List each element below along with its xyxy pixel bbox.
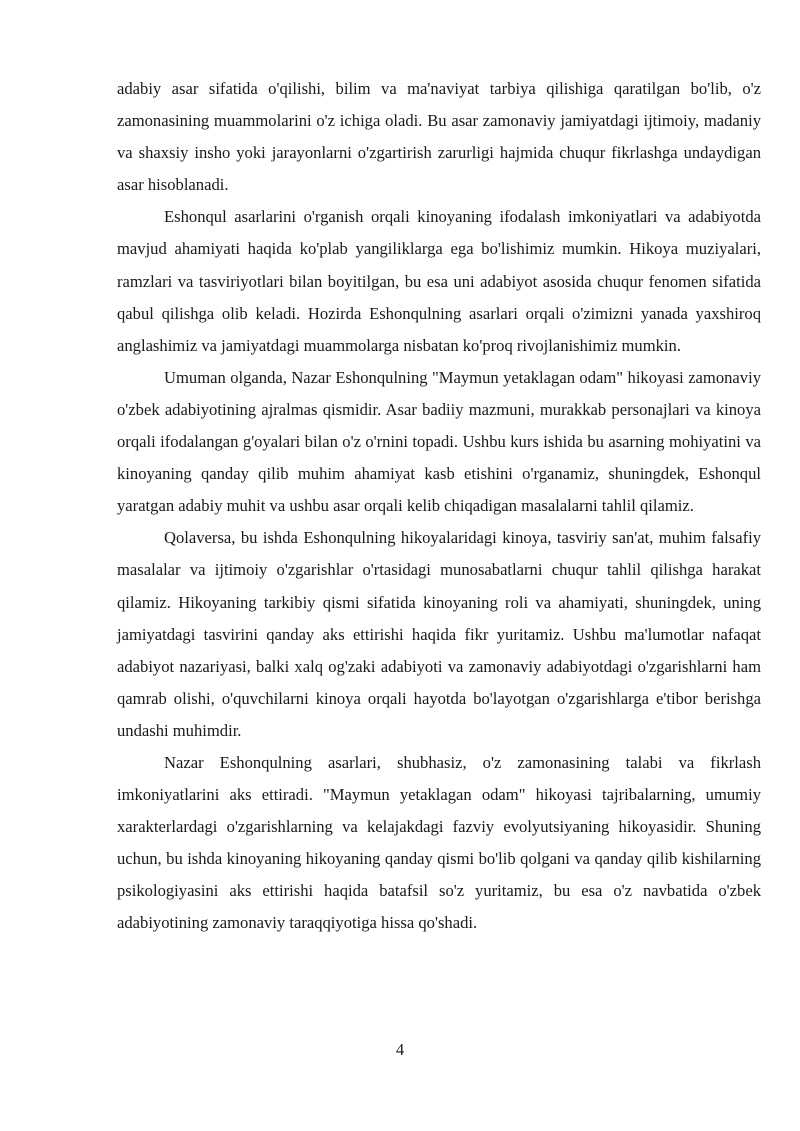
paragraph-conclusion: Nazar Eshonqulning asarlari, shubhasiz, o'z zamonasining talabi va fikrlash imkoniyatlarini aks ettiradi. "Maymun yetaklagan odam" hikoyasi tajribalarning, umumiy xarakterlardagi o'zgarishlarning va kelajakdagi fazviy evolyutsiyaning hikoyasidir. Shuning uchun, bu ishda kinoyaning hikoyaning qanday qismi bo'lib qolgani va qanday qilib kishilarning psikologiyasini aks ettirishi haqida batafsil so'z yuritamiz, bu esa o'z navbatida o'zbek adabiyotining zamonaviy taraqqiyotiga hissa qo'shadi. xyxy=(117,752,761,933)
page-number: 4 xyxy=(395,1040,405,1059)
paragraph-continued: adabiy asar sifatida o'qilishi, bilim va ma'naviyat tarbiya qilishiga qaratilgan bo'lib, o'z zamonasining muammolarini o'z ichiga oladi. Bu asar zamonaviy jamiyatdagi ijtimoiy, madaniy va shaxsiy insho yoki jarayonlarni o'zgartirish zarurligi hajmida chuqur fikrlashga undaydigan asar hisoblanadi. xyxy=(117,79,761,195)
body-text xyxy=(117,73,761,940)
paragraph-moreover: Qolaversa, bu ishda Eshonqulning hikoyalaridagi kinoya, tasviriy san'at, muhim falsafiy masalalar va ijtimoiy o'zgarishlar o'rtasidagi munosabatlarni chuqur tahlil qilishga harakat qilamiz. Hikoyaning tarkibiy qismi sifatida kinoyaning roli va ahamiyati, shuningdek, uning jamiyatdagi tasvirini qanday aks ettirishi haqida fikr yuritamiz. Ushbu ma'lumotlar nafaqat adabiyot nazariyasi, balki xalq og'zaki adabiyoti va zamonaviy adabiyotdagi o'zgarishlarni ham qamrab olishi, o'quvchilarni kinoya orqali hayotda bo'layotgan o'zgarishlarga e'tibor berishga undashi muhimdir. xyxy=(117,528,761,740)
paragraph-eshonqul-works-study: Eshonqul asarlarini o'rganish orqali kinoyaning ifodalash imkoniyatlari va adabiyotda mavjud ahamiyati haqida ko'plab yangiliklarga ega bo'lishimiz mumkin. Hikoya muziyalari, ramzlari va tasviriyotlari bilan boyitilgan, bu esa uni adabiyot asosida chuqur fenomen sifatida qabul qilishga olib keladi. Hozirda Eshonqulning asarlari orqali o'zimizni yanada yaxshiroq anglashimiz va jamiyatdagi muammolarga nisbatan ko'proq rivojlanishimiz mumkin. xyxy=(117,207,761,355)
paragraph-general-summary: Umuman olganda, Nazar Eshonqulning "Maymun yetaklagan odam" hikoyasi zamonaviy o'zbek adabiyotining ajralmas qismidir. Asar badiiy mazmuni, murakkab personajlari va kinoya orqali ifodalangan g'oyalari bilan o'z o'rnini topadi. Ushbu kurs ishida bu asarning mohiyatini va kinoyaning qanday qilib muhim ahamiyat kasb etishini o'rganamiz, shuningdek, Eshonqul yaratgan adabiy muhit va ushbu asar orqali kelib chiqadigan masalalarni tahlil qilamiz. xyxy=(117,367,761,516)
